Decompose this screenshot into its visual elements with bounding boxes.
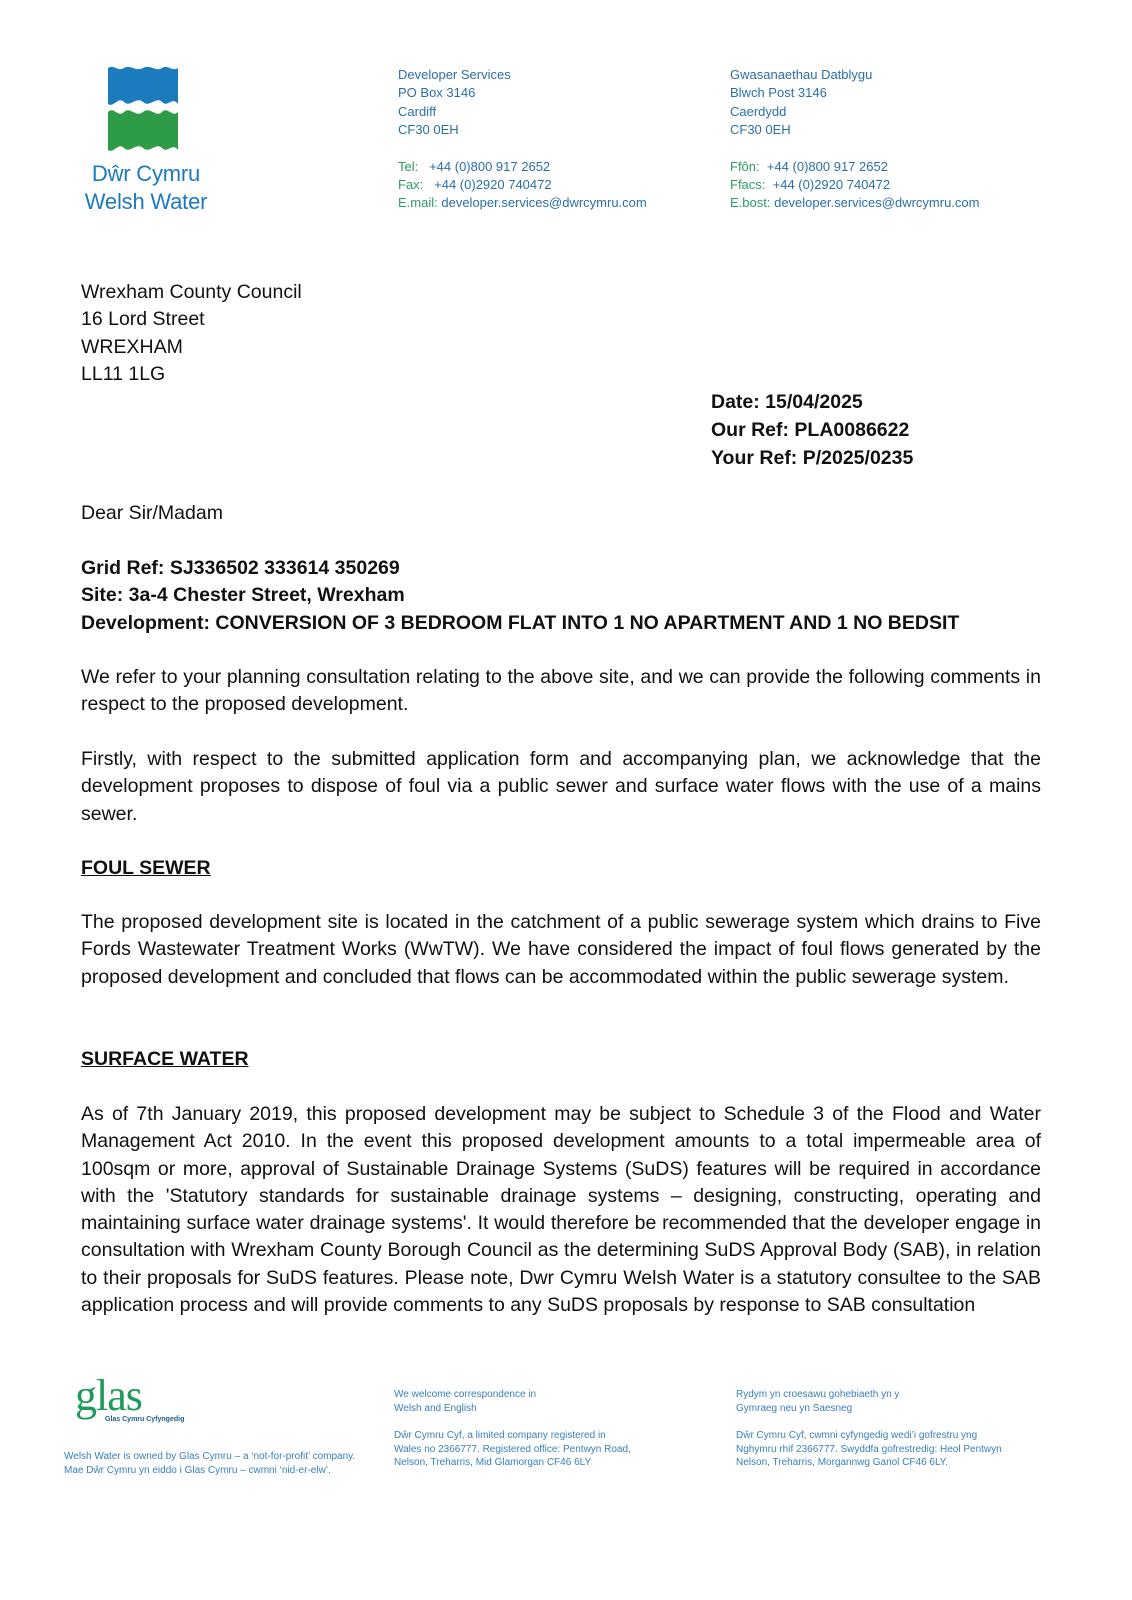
welcome-line-2: Welsh and English: [394, 1402, 477, 1414]
registration-line-1: Dŵr Cymru Cyf, a limited company registered in: [394, 1430, 606, 1442]
tel-value: +44 (0)800 917 2652: [429, 158, 551, 174]
recipient-street: 16 Lord Street: [81, 308, 205, 331]
registration-line-3: Nelson, Treharris, Morgannwg Ganol CF46 6LY.: [736, 1457, 948, 1469]
salutation: Dear Sir/Madam: [81, 502, 223, 524]
email-label: E.bost:: [730, 195, 771, 211]
city: Cardiff: [398, 103, 437, 119]
tel-row: [398, 158, 647, 176]
letter-date: Date: 15/04/2025: [711, 391, 863, 413]
fax-value: +44 (0)2920 740472: [434, 177, 552, 193]
contact-block-welsh: [730, 66, 979, 213]
postcode: CF30 0EH: [398, 122, 459, 138]
fax-row: [730, 176, 979, 194]
fax-value: +44 (0)2920 740472: [772, 177, 891, 193]
heading-foul-sewer: FOUL SEWER: [81, 857, 211, 879]
recipient-postcode: LL11 1LG: [81, 362, 166, 385]
glas-logo-wordmark: glas: [75, 1371, 142, 1420]
heading-surface-water: SURFACE WATER: [81, 1048, 249, 1070]
welsh-water-wave-logo-icon: [106, 64, 180, 152]
po-box: Blwch Post 3146: [730, 85, 827, 101]
email-row: [398, 194, 647, 212]
email-label: E.mail:: [398, 195, 438, 211]
fax-label: Fax:: [398, 177, 424, 193]
registration-line-2: Wales no 2366777. Registered office: Pentwyn Road,: [394, 1443, 631, 1455]
registration-line-2: Nghymru rhif 2366777. Swyddfa gofrestredig: Heol Pentwyn: [736, 1443, 1002, 1455]
dept-name: Developer Services: [398, 67, 511, 82]
your-ref: Your Ref: P/2025/0235: [711, 447, 914, 469]
reference-block: [711, 388, 913, 472]
paragraph-surface-water: As of 7th January 2019, this proposed development may be subject to Schedule 3 of the Flood and Water Management Act 2010. In the event this proposed development amounts to a total impermeable area of 100sqm or more, approval of Sustainable Drainage Systems (SuDS) features will be required in accordance with the 'Statutory standards for sustainable drainage systems – designing, constructing, operating and maintaining surface water drainage systems'. It would therefore be recommended that the developer engage in consultation with Wrexham County Borough Council as the determining SuDS Approval Body (SAB), in relation to their proposals for SuDS features. Please note, Dwr Cymru Welsh Water is a statutory consultee to the SAB application process and will provide comments to any SuDS proposals by response to SAB consultation: [81, 1103, 1041, 1317]
footer-welsh: [736, 1388, 1002, 1470]
city: Caerdydd: [730, 103, 787, 119]
paragraph-foul-sewer: The proposed development site is located in the catchment of a public sewerage system which drains to Five Fords Wastewater Treatment Works (WwTW). We have considered the impact of foul flows generated by the proposed development and concluded that flows can be accommodated within the public sewerage system.: [81, 911, 1041, 988]
dept-name: Gwasanaethau Datblygu: [730, 67, 873, 82]
paragraph-intro: We refer to your planning consultation relating to the above site, and we can provide the following comments in respect to the proposed development.: [81, 666, 1041, 716]
fax-label: Ffacs:: [730, 177, 766, 193]
postcode: CF30 0EH: [730, 122, 791, 138]
tel-row: [730, 158, 979, 176]
registration-line-3: Nelson, Treharris, Mid Glamorgan CF46 6LY: [394, 1457, 592, 1469]
logo-text-welsh: Dŵr Cymru: [91, 161, 201, 186]
glas-cymru-logo: [75, 1371, 185, 1423]
footer-ownership: [64, 1450, 355, 1477]
email-link[interactable]: developer.services@dwrcymru.com: [774, 195, 980, 211]
paragraph-application: Firstly, with respect to the submitted application form and accompanying plan, we acknowledge that the development proposes to dispose of foul via a public sewer and surface water flows with the use of a mains sewer.: [81, 748, 1041, 825]
po-box: PO Box 3146: [398, 85, 476, 101]
ownership-english: Welsh Water is owned by Glas Cymru – a ‘not-for-profit’ company.: [64, 1451, 356, 1462]
tel-label: Ffôn:: [730, 158, 760, 174]
welcome-line-1: Rydym yn croesawu gohebiaeth yn y: [736, 1389, 900, 1400]
tel-value: +44 (0)800 917 2652: [766, 158, 888, 174]
welcome-line-2: Gymraeg neu yn Saesneg: [736, 1402, 853, 1414]
tel-label: Tel:: [398, 158, 419, 174]
fax-row: [398, 176, 647, 194]
glas-logo-subtitle: Glas Cymru Cyfyngedig: [105, 1416, 185, 1423]
ownership-welsh: Mae Dŵr Cymru yn eiddo i Glas Cymru – cwmni ‘nid-er-elw’.: [64, 1464, 331, 1476]
site: Site: 3a-4 Chester Street, Wrexham: [81, 584, 405, 607]
footer-english: [394, 1388, 631, 1470]
contact-block-english: [398, 66, 647, 213]
recipient-town: WREXHAM: [81, 335, 183, 358]
email-link[interactable]: developer.services@dwrcymru.com: [441, 195, 647, 211]
subject-block: [81, 555, 1041, 637]
email-row: [730, 194, 979, 212]
logo-text-english: Welsh Water: [84, 189, 208, 214]
welcome-line-1: We welcome correspondence in: [394, 1389, 537, 1400]
grid-ref: Grid Ref: SJ336502 333614 350269: [81, 557, 400, 579]
recipient-address: [81, 279, 302, 388]
registration-line-1: Dŵr Cymru Cyf, cwmni cyfyngedig wedi’i gofrestru yng: [736, 1430, 978, 1442]
development: Development: CONVERSION OF 3 BEDROOM FLAT INTO 1 NO APARTMENT AND 1 NO BEDSIT: [81, 611, 960, 634]
recipient-name: Wrexham County Council: [81, 281, 302, 303]
welsh-water-logo: [76, 64, 216, 224]
our-ref: Our Ref: PLA0086622: [711, 419, 910, 441]
